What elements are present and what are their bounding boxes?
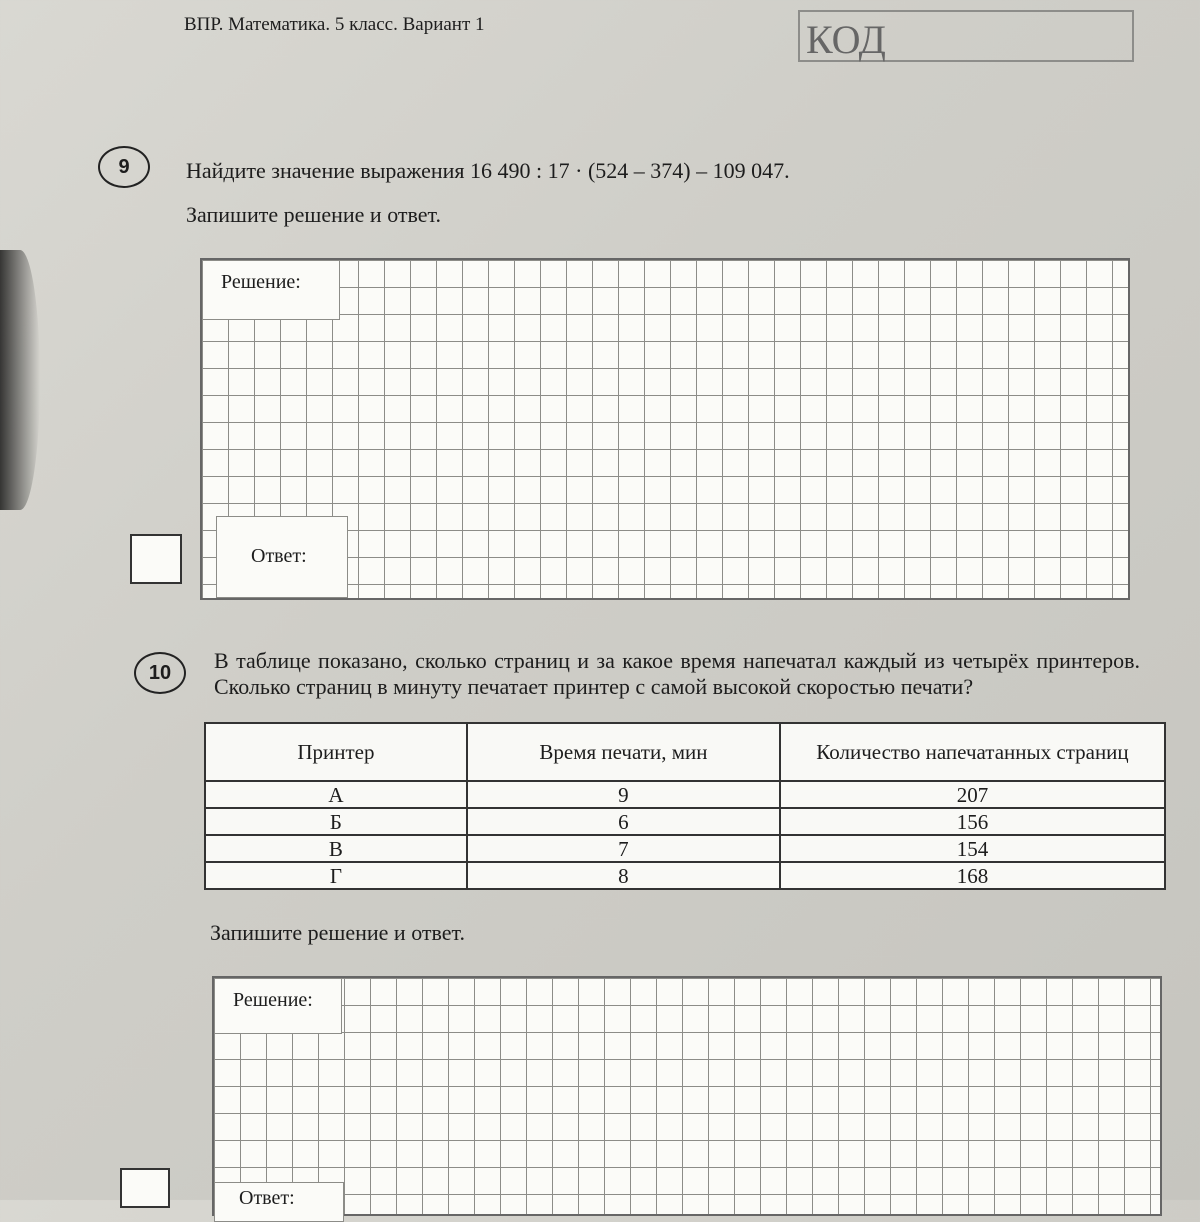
task-9-solution-grid[interactable] — [200, 258, 1130, 600]
cell-printer: Б — [205, 808, 467, 835]
cell-time: 6 — [467, 808, 780, 835]
task-10-answer-label: Ответ: — [214, 1182, 344, 1222]
cell-printer: В — [205, 835, 467, 862]
task-10-instruction: Запишите решение и ответ. — [210, 920, 465, 945]
task-9-question: Найдите значение выражения 16 490 : 17 · (524 – 374) – 109 047. — [186, 158, 790, 183]
task-9-score-box[interactable] — [130, 534, 182, 584]
code-label: КОД — [806, 17, 886, 62]
cell-pages: 207 — [780, 781, 1165, 808]
task-9-number: 9 — [98, 146, 150, 188]
task-10-solution-label: Решение: — [214, 978, 342, 1034]
table-header-printer: Принтер — [205, 723, 467, 781]
table-header-pages: Количество напечатанных страниц — [780, 723, 1165, 781]
task-10-question: В таблице показано, сколько страниц и за какое время напечатал каждый из четырёх принтеров. Сколько страниц в минуту печатает принтер с самой высокой скоростью печати? — [214, 648, 1140, 699]
table-row — [205, 835, 1165, 862]
task-9-instruction: Запишите решение и ответ. — [186, 202, 441, 227]
header-title: ВПР. Математика. 5 класс. Вариант 1 — [184, 14, 485, 35]
task-10-solution-grid[interactable] — [212, 976, 1162, 1216]
table-row — [205, 781, 1165, 808]
cell-pages: 154 — [780, 835, 1165, 862]
task-9-solution-label: Решение: — [202, 260, 340, 320]
table-row — [205, 808, 1165, 835]
cell-pages: 168 — [780, 862, 1165, 889]
cell-time: 9 — [467, 781, 780, 808]
page-edge-shadow — [0, 250, 40, 510]
printers-table — [204, 722, 1166, 890]
cell-time: 7 — [467, 835, 780, 862]
code-box[interactable] — [798, 10, 1134, 62]
task-10-score-box[interactable] — [120, 1168, 170, 1208]
cell-printer: А — [205, 781, 467, 808]
table-row — [205, 862, 1165, 889]
cell-time: 8 — [467, 862, 780, 889]
task-9-answer-label: Ответ: — [216, 516, 348, 598]
table-header-time: Время печати, мин — [467, 723, 780, 781]
cell-pages: 156 — [780, 808, 1165, 835]
task-10-number: 10 — [134, 652, 186, 694]
cell-printer: Г — [205, 862, 467, 889]
